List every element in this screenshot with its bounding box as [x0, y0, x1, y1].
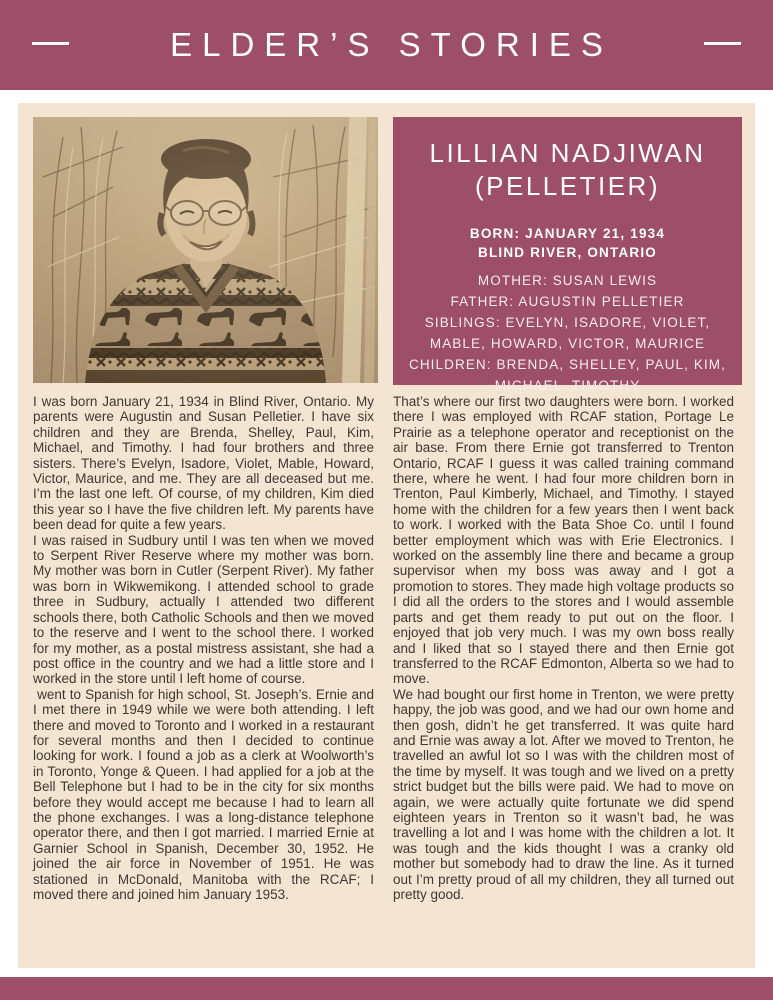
- story-column-right: [393, 394, 734, 902]
- page-title: ELDER’S STORIES: [170, 26, 613, 63]
- story-paragraph: I was born January 21, 1934 in Blind River, Ontario. My parents were Augustin and Susan Pelletier. I have six children and they are Brenda, Shelley, Paul, Kim, Michael, and Timothy. I had four brothers and three sisters. There’s Evelyn, Isadore, Violet, Mable, Howard, Victor, Maurice, and me. They are all deceased but me. I’m the last one left. Of course, of my children, Kim died this year so I have the five children left. My parents have been dead for quite a few years.: [33, 394, 374, 533]
- profile-mother: MOTHER: SUSAN LEWIS: [477, 273, 658, 288]
- header-dash-right: [704, 42, 741, 45]
- page-header: [0, 0, 773, 90]
- profile-name-line2: (PELLETIER): [475, 171, 660, 201]
- footer-bar: [0, 977, 773, 1000]
- profile-father: FATHER: AUGUSTIN PELLETIER: [450, 294, 685, 309]
- profile-name: [405, 137, 730, 203]
- profile-children: CHILDREN: BRENDA, SHELLEY, PAUL, KIM, MICHAEL, TIMOTHY: [408, 357, 727, 393]
- profile-born: [405, 224, 730, 262]
- story-paragraph: That’s where our first two daughters were born. I worked there I was employed with RCAF station, Portage Le Prairie as a telephone operator and receptionist on the air base. From there Ernie got transferred to Trenton Ontario, RCAF I guess it was called training command there, where he went. I had four more children born in Trenton, Paul Kimberly, Michael, and Timothy. I stayed home with the children for a few years then I went back to work. I worked with the Bata Shoe Co. until I found better employment which was with Erie Electronics. I worked on the assembly line there and became a group supervisor when my boss was away and I got a promotion to stores. They made high voltage products so I did all the orders to the stores and I would assemble parts and get them ready to put out on the floor. I enjoyed that job very much. I was my own boss really and I liked that so I stayed there and then Ernie got transferred to the RCAF Edmonton, Alberta so we had to move.: [393, 394, 734, 687]
- profile-born-date: BORN: JANUARY 21, 1934: [469, 226, 666, 241]
- story-paragraph: went to Spanish for high school, St. Joseph’s. Ernie and I met there in 1949 while we were both attending. I left there and moved to Toronto and I worked in a restaurant for several months and then I decided to continue looking for work. I found a job as a clerk at Woolworth’s in Toronto, Yonge & Queen. I had applied for a job at the Bell Telephone but I had to be in the city for six months before they would accept me because I had to learn all the phone exchanges. I was a long-distance telephone operator there, and then I got married. I married Ernie at Garnier School in Spanish, December 30, 1952. He joined the air force in November of 1951. He was stationed in McDonald, Manitoba with the RCAF; I moved there and joined him January 1953.: [33, 686, 374, 902]
- profile-card: [393, 117, 742, 393]
- elder-photo: [33, 117, 378, 383]
- header-dash-left: [32, 42, 69, 45]
- content-panel: [18, 103, 755, 968]
- story-paragraph: I was raised in Sudbury until I was ten when we moved to Serpent River Reserve where my mother was born. My mother was born in Cutler (Serpent River). My father was born in Wikwemikong. I attended school to grade three in Sudbury, actually I attended two different schools there, both Catholic Schools and then we moved to the reserve and I went to the school there. I worked for my mother, as a postal mistress assistant, she had a post office in the country and we had a little store and I worked in the store until I left home of course.: [33, 532, 374, 687]
- elder-photo-illustration: [33, 117, 378, 383]
- profile-born-place: BLIND RIVER, ONTARIO: [478, 245, 657, 260]
- profile-details: [405, 270, 730, 396]
- profile-name-line1: LILLIAN NADJIWAN: [429, 138, 706, 168]
- profile-siblings: SIBLINGS: EVELYN, ISADORE, VIOLET, MABLE, HOWARD, VICTOR, MAURICE: [424, 315, 711, 351]
- story-paragraph: We had bought our first home in Trenton, we were pretty happy, the job was good, and we had our own home and then gosh, didn’t he get transferred. It was quite hard and Ernie was away a lot. After we moved to Trenton, he travelled an awful lot so I was with the children most of the time by myself. It was tough and we lived on a pretty strict budget but the bills were paid. We had to move on again, we were actually quite fortunate we did spend eighteen years in Trenton so it wasn’t bad, he was travelling a lot and I was home with the children a lot. It was tough and the kids thought I was a cranky old mother but somebody had to draw the line. As it turned out I’m pretty proud of all my children, they all turned out pretty good.: [393, 686, 734, 902]
- story-column-left: [33, 394, 374, 902]
- story-columns: [33, 394, 734, 902]
